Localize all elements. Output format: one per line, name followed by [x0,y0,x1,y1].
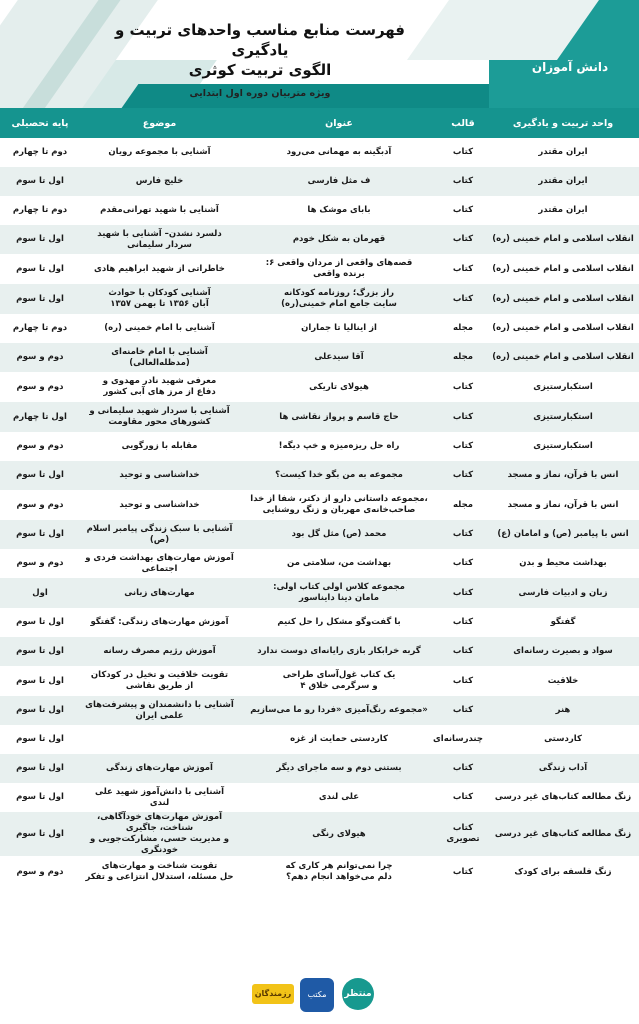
cell-subject: آشنایی با شهید تهرانی‌مقدم [80,196,239,225]
table-row [0,578,639,608]
cell-unit: آداب زندگی [487,754,639,783]
cell-format: کتاب [439,254,487,284]
cell-subject: خاطراتی از شهید ابراهیم هادی [80,254,239,284]
cell-grade: اول تا سوم [0,725,80,754]
table-row [0,461,639,490]
cell-unit: انس با قرآن، نماز و مسجد [487,490,639,520]
cell-grade: دوم و سوم [0,490,80,520]
cell-title: از اینالیا تا جماران [239,314,439,343]
cell-unit: انقلاب اسلامی و امام خمینی (ره) [487,225,639,254]
cell-subject: خداشناسی و توحید [80,461,239,490]
table-row [0,666,639,696]
cell-subject: تقویت خلاقیت و تخیل در کودکان از طریق نقاشی [80,666,239,696]
table-row [0,812,639,856]
cell-title: قهرمان به شکل خودم [239,225,439,254]
cell-title: هیولای تاریکی [239,372,439,402]
table-row [0,196,639,225]
col-header-format: قالب [439,108,487,138]
cell-title: مجموعه به من بگو خدا کیست؟ [239,461,439,490]
cell-title: «مجموعه رنگ‌آمیزی «فردا رو ما می‌سازیم [239,696,439,725]
cell-unit: انقلاب اسلامی و امام خمینی (ره) [487,254,639,284]
cell-format: کتاب تصویری [439,812,487,856]
cell-title: یک کتاب غول‌آسای طراحی و سرگرمی خلاق ۴ [239,666,439,696]
table-row [0,284,639,314]
cell-format: کتاب [439,696,487,725]
cell-subject: آشنایی با امام خامنه‌ای (مدظله‌العالی) [80,343,239,372]
cell-grade: اول تا سوم [0,520,80,549]
cell-title: بستنی دوم و سه ماجرای دیگر [239,754,439,783]
cell-unit: کاردستی [487,725,639,754]
cell-grade: دوم تا چهارم [0,138,80,167]
cell-unit: ایران مقتدر [487,138,639,167]
cell-grade: دوم و سوم [0,432,80,461]
cell-unit: هنر [487,696,639,725]
cell-unit: استکبارستیزی [487,402,639,432]
cell-subject: خداشناسی و توحید [80,490,239,520]
cell-grade: اول تا سوم [0,666,80,696]
cell-unit: خلاقیت [487,666,639,696]
cell-format: کتاب [439,138,487,167]
cell-subject: مهارت‌های زبانی [80,578,239,608]
cell-format: کتاب [439,783,487,812]
cell-subject: آموزش مهارت‌های بهداشت فردی و اجتماعی [80,549,239,578]
cell-subject: معرفی شهید نادر مهدوی و دفاع از مرز های آبی کشور [80,372,239,402]
cell-grade: اول تا سوم [0,783,80,812]
cell-grade: اول تا سوم [0,461,80,490]
table-row [0,637,639,666]
cell-format: کتاب [439,284,487,314]
cell-grade: اول تا سوم [0,608,80,637]
cell-title: هیولای رنگی [239,812,439,856]
cell-unit: زنگ مطالعه کتاب‌های غیر درسی [487,783,639,812]
cell-subject: آشنایی با دانش‌آموز شهید علی لندی [80,783,239,812]
cell-title: آدبگینه به مهمانی می‌رود [239,138,439,167]
cell-subject: تقویت شناخت و مهارت‌های حل مسئله، استدلال انتزاعی و تفکر [80,856,239,888]
col-header-subject: موضوع [80,108,239,138]
cell-format: کتاب [439,856,487,888]
cell-format: کتاب [439,549,487,578]
cell-title: راه حل ریزه‌میزه و خپ دیگه! [239,432,439,461]
cell-title: قصه‌های واقعی از مردان واقعی ۶: برنده واقعی [239,254,439,284]
cell-unit: انقلاب اسلامی و امام خمینی (ره) [487,343,639,372]
table-row [0,520,639,549]
cell-subject: دلسرد نشدن– آشنایی با شهید سردار سلیمانی [80,225,239,254]
cell-title: ف مثل فارسی [239,167,439,196]
cell-title: آقا سیدعلی [239,343,439,372]
cell-grade: اول [0,578,80,608]
cell-title: کاردستی حمایت از غزه [239,725,439,754]
cell-title: با گفت‌وگو مشکل را حل کنیم [239,608,439,637]
cell-grade: دوم تا چهارم [0,314,80,343]
cell-unit: ایران مقتدر [487,196,639,225]
cell-format: کتاب [439,432,487,461]
table-row [0,432,639,461]
cell-title: ،مجموعه داستانی دارو از دکتر، شفا از خدا صاحب‌خانه‌ی مهربان و زنگ روشنایی [239,490,439,520]
table-row [0,725,639,754]
cell-format: کتاب [439,754,487,783]
cell-unit: بهداشت محیط و بدن [487,549,639,578]
cell-subject: آموزش رژیم مصرف رسانه [80,637,239,666]
cell-grade: اول تا سوم [0,637,80,666]
cell-unit: زنگ فلسفه برای کودک [487,856,639,888]
cell-format: مجله [439,343,487,372]
cell-unit: استکبارستیزی [487,372,639,402]
table-body [0,138,639,888]
table-row [0,372,639,402]
cell-unit: گفتگو [487,608,639,637]
cell-grade: دوم و سوم [0,549,80,578]
title-block [110,20,410,99]
cell-format: کتاب [439,167,487,196]
table-row [0,490,639,520]
table-header-row [0,108,639,138]
cell-subject: آشنایی با دانشمندان و پیشرفت‌های علمی ایران [80,696,239,725]
cell-format: کتاب [439,461,487,490]
cell-title: مجموعه کلاس اولی کتاب اولی: مامان دینا دایناسور [239,578,439,608]
cell-title: گربه خرابکار بازی رایانه‌ای دوست ندارد [239,637,439,666]
cell-subject: آشنایی با امام خمینی (ره) [80,314,239,343]
cell-format: کتاب [439,578,487,608]
table-row [0,696,639,725]
cell-format: مجله [439,314,487,343]
resources-table [0,108,639,888]
logo-right: منتظر [342,978,374,1010]
cell-format: کتاب [439,520,487,549]
table-row [0,167,639,196]
cell-title: علی لندی [239,783,439,812]
cell-format: مجله [439,490,487,520]
cell-unit: زبان و ادبیات فارسی [487,578,639,608]
col-header-title: عنوان [239,108,439,138]
cell-title: بابای موشک ها [239,196,439,225]
cell-format: کتاب [439,372,487,402]
page-title: فهرست منابع مناسب واحدهای تربیت و یادگیری [114,21,406,59]
cell-unit: انقلاب اسلامی و امام خمینی (ره) [487,314,639,343]
cell-unit: زنگ مطالعه کتاب‌های غیر درسی [487,812,639,856]
cell-grade: اول تا سوم [0,696,80,725]
cell-title: راز بزرگ؛ روزنامه کودکانه سایت جامع امام خمینی(ره) [239,284,439,314]
cell-format: کتاب [439,225,487,254]
table-row [0,549,639,578]
cell-unit: سواد و بصیرت رسانه‌ای [487,637,639,666]
cell-unit: انس با پیامبر (ص) و امامان (ع) [487,520,639,549]
cell-format: کتاب [439,637,487,666]
cell-title: چرا نمی‌توانم هر کاری که دلم می‌خواهد انجام دهم؟ [239,856,439,888]
cell-title: محمد (ص) مثل گل بود [239,520,439,549]
cell-grade: اول تا چهارم [0,402,80,432]
cell-format: کتاب [439,608,487,637]
page-title-line2: الگوی تربیت کوثری [188,61,332,79]
table-row [0,225,639,254]
table-row [0,754,639,783]
cell-format: کتاب [439,402,487,432]
cell-subject: آموزش مهارت‌های زندگی: گفتگو [80,608,239,637]
cell-grade: اول تا سوم [0,254,80,284]
cell-unit: ایران مقتدر [487,167,639,196]
cell-title: بهداشت من، سلامتی من [239,549,439,578]
cell-format: کتاب [439,196,487,225]
table-row [0,856,639,888]
cell-grade: اول تا سوم [0,284,80,314]
col-header-unit: واحد تربیت و یادگیری [487,108,639,138]
table-row [0,343,639,372]
footer-logos [0,970,639,1024]
cell-subject: مقابله با زورگویی [80,432,239,461]
cell-subject [80,725,239,754]
header-banner [0,0,639,108]
logo-middle: مکتب [300,978,334,1012]
table-row [0,314,639,343]
brand-label: دانش آموزان [531,60,609,74]
cell-subject: آشنایی با سردار شهید سلیمانی و کشورهای محور مقاومت [80,402,239,432]
cell-grade: اول تا سوم [0,167,80,196]
cell-subject: آشنایی کودکان با حوادث آبان ۱۳۵۶ تا بهمن ۱۳۵۷ [80,284,239,314]
col-header-grade: پایه تحصیلی [0,108,80,138]
cell-unit: استکبارستیزی [487,432,639,461]
table-row [0,783,639,812]
table-row [0,254,639,284]
logo-left: رزمندگان [252,984,294,1004]
page-subtitle: ویژه متربیان دوره اول ابتدایی [189,88,331,99]
cell-grade: دوم و سوم [0,343,80,372]
cell-title: حاج قاسم و پرواز نقاشی ها [239,402,439,432]
table-row [0,138,639,167]
cell-subject: آشنایی با مجموعه رویان [80,138,239,167]
cell-grade: دوم و سوم [0,856,80,888]
cell-subject: خلیج فارس [80,167,239,196]
cell-grade: دوم و سوم [0,372,80,402]
table-row [0,608,639,637]
cell-format: چندرسانه‌ای [439,725,487,754]
cell-subject: آموزش مهارت‌های خودآگاهی، شناخت، جاگیری و مدیریت حسی، مشارکت‌جویی و خودنگری [80,812,239,856]
cell-grade: دوم تا چهارم [0,196,80,225]
cell-format: کتاب [439,666,487,696]
cell-grade: اول تا سوم [0,812,80,856]
cell-unit: انقلاب اسلامی و امام خمینی (ره) [487,284,639,314]
cell-subject: آموزش مهارت‌های زندگی [80,754,239,783]
table-row [0,402,639,432]
cell-subject: آشنایی با سبک زندگی پیامبر اسلام (ص) [80,520,239,549]
cell-grade: اول تا سوم [0,754,80,783]
cell-unit: انس با قرآن، نماز و مسجد [487,461,639,490]
cell-grade: اول تا سوم [0,225,80,254]
